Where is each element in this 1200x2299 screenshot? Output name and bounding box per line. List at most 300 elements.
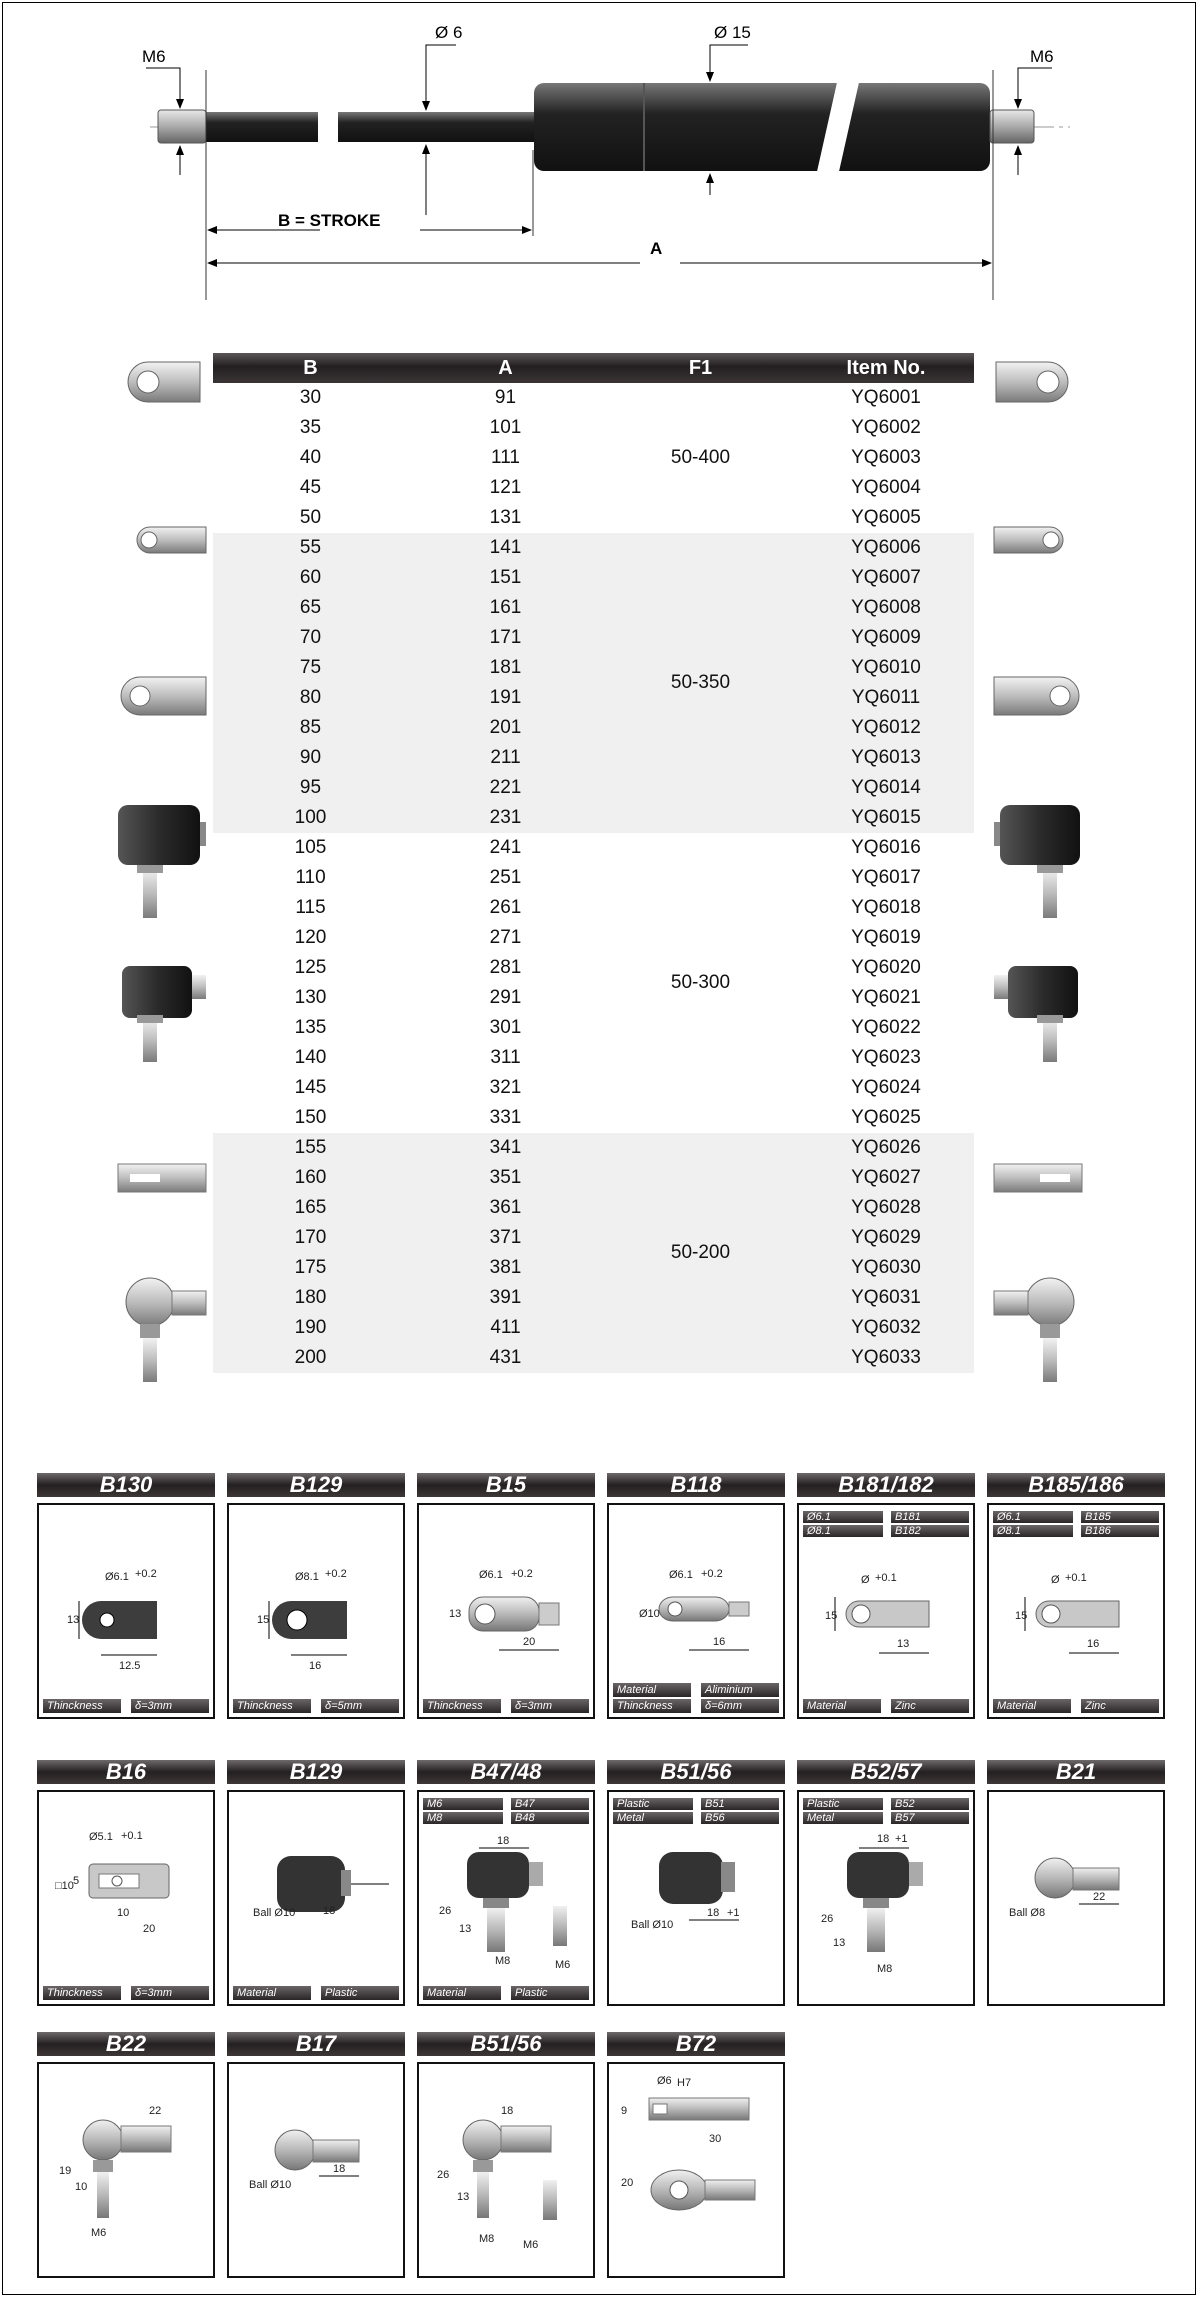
spec-chip: M8: [423, 1812, 503, 1824]
cell-f1: 50-400: [670, 447, 731, 468]
spec-chip: B52: [891, 1798, 969, 1810]
part-card: [227, 1760, 405, 2006]
cell-item-no: YQ6027: [798, 1163, 974, 1193]
left-fittings: [118, 362, 206, 1382]
cell-b: 130: [294, 987, 327, 1008]
table-row: [213, 383, 974, 413]
part-title: B118: [607, 1473, 785, 1497]
table-row: [213, 1043, 974, 1073]
spec-footer: Aliminium: [701, 1683, 779, 1697]
part-card: [37, 1760, 215, 2006]
spec-footer: Plastic: [511, 1986, 589, 2000]
cell-a: 151: [408, 563, 603, 593]
part-card: [37, 1473, 215, 1719]
table-row: [213, 503, 974, 533]
table-header-row: [213, 353, 974, 383]
table-row: [213, 533, 974, 563]
dimension-label: H7: [677, 2077, 692, 2089]
dimension-label: 15: [257, 1614, 270, 1626]
table-row: [213, 1253, 974, 1283]
part-drawing: [39, 1792, 213, 2004]
dimension-label: Ø10: [639, 1608, 660, 1620]
cell-b: 120: [294, 927, 327, 948]
cell-b: 90: [213, 743, 408, 773]
spec-chip: B186: [1081, 1525, 1159, 1537]
cell-item-no: YQ6011: [798, 683, 974, 713]
dimension-label: 15: [1015, 1610, 1028, 1622]
cell-b: 160: [213, 1163, 408, 1193]
cell-b: 60: [213, 563, 408, 593]
cell-b: 35: [299, 417, 322, 438]
cell-item-no: YQ6012: [798, 713, 974, 743]
part-title: B15: [417, 1473, 595, 1497]
cell-b: 165: [213, 1193, 408, 1223]
part-card: [797, 1760, 975, 2006]
table-row: [213, 773, 974, 803]
spec-footer: Material: [613, 1683, 691, 1697]
dimension-label: 22: [149, 2105, 162, 2117]
cell-a: 431: [408, 1343, 603, 1373]
cell-a: 111: [491, 447, 520, 468]
table-row: [213, 923, 974, 953]
dimension-label: Ball Ø10: [631, 1919, 674, 1931]
table-row: [213, 803, 974, 833]
part-drawing-box: [37, 2062, 215, 2278]
cell-item-no: YQ6003: [851, 447, 921, 468]
cell-b: 45: [299, 477, 322, 498]
right-fittings: [994, 362, 1082, 1382]
cell-b: 200: [213, 1343, 408, 1373]
header-b: B: [213, 353, 408, 383]
part-card: [797, 1473, 975, 1719]
part-drawing-box: [227, 2062, 405, 2278]
dimension-label: 26: [821, 1913, 834, 1925]
cell-a: 341: [408, 1133, 603, 1163]
part-drawing: [609, 2064, 783, 2276]
table-row: [213, 1283, 974, 1313]
dimension-label: +0.1: [875, 1572, 897, 1584]
spec-footer: Material: [423, 1986, 501, 2000]
part-drawing-box: [987, 1790, 1165, 2006]
cell-a: 191: [408, 683, 603, 713]
part-drawing: [419, 1505, 593, 1717]
part-drawing-box: [417, 2062, 595, 2278]
part-card: [227, 2032, 405, 2278]
cell-item-no: YQ6009: [798, 623, 974, 653]
cell-b: 115: [295, 897, 326, 918]
table-row: [213, 1343, 974, 1373]
cell-item-no: YQ6010: [798, 653, 974, 683]
part-title: B47/48: [417, 1760, 595, 1784]
part-title: B181/182: [797, 1473, 975, 1497]
part-drawing: [229, 2064, 403, 2276]
spec-footer: δ=3mm: [131, 1699, 209, 1713]
table-row: [213, 563, 974, 593]
spec-chip: Ø6.1: [803, 1511, 883, 1523]
dimension-label: 13: [833, 1937, 846, 1949]
part-drawing-box: [417, 1503, 595, 1719]
dimension-label: Ø: [1051, 1574, 1060, 1586]
cell-b: 30: [299, 387, 322, 408]
part-card: [987, 1760, 1165, 2006]
cell-a: 121: [489, 477, 522, 498]
cell-b: 175: [213, 1253, 408, 1283]
dimension-label: Ball Ø10: [249, 2179, 292, 2191]
rod-diameter-label: Ø 6: [435, 23, 463, 42]
cell-item-no: YQ6020: [851, 957, 921, 978]
spec-footer: Material: [993, 1699, 1071, 1713]
cell-b: 155: [213, 1133, 408, 1163]
part-drawing: [39, 2064, 213, 2276]
cell-a: 171: [408, 623, 603, 653]
part-title: B22: [37, 2032, 215, 2056]
body-diameter-label: Ø 15: [714, 23, 751, 42]
cell-a: 361: [408, 1193, 603, 1223]
dimension-label: Ø5.1: [89, 1831, 113, 1843]
part-card: [987, 1473, 1165, 1719]
dimension-label: 13: [67, 1614, 80, 1626]
spec-chip: Ø6.1: [993, 1511, 1073, 1523]
cell-a: 321: [489, 1077, 522, 1098]
dimension-label: 18: [501, 2105, 514, 2117]
spec-chip: B47: [511, 1798, 589, 1810]
part-title: B16: [37, 1760, 215, 1784]
dimension-label: +1: [727, 1907, 740, 1919]
part-drawing: [989, 1792, 1163, 2004]
dimension-label: 18: [323, 1905, 336, 1917]
dimension-label: 26: [439, 1905, 452, 1917]
dimension-label: +0.2: [701, 1568, 723, 1580]
cell-a: 241: [489, 837, 522, 858]
cell-item-no: YQ6021: [851, 987, 921, 1008]
spec-footer: Thinckness: [423, 1699, 501, 1713]
spec-chip: B185: [1081, 1511, 1159, 1523]
cell-item-no: YQ6030: [798, 1253, 974, 1283]
cell-b: 190: [213, 1313, 408, 1343]
dimension-label: 22: [1093, 1891, 1106, 1903]
spec-footer: Thinckness: [43, 1699, 121, 1713]
cell-item-no: YQ6013: [798, 743, 974, 773]
cell-a: 381: [408, 1253, 603, 1283]
part-card: [227, 1473, 405, 1719]
dimension-label: Ball Ø8: [1009, 1907, 1046, 1919]
spec-footer: Plastic: [321, 1986, 399, 2000]
dimension-label: +0.1: [121, 1830, 143, 1842]
dimension-label: 18: [707, 1907, 720, 1919]
cell-item-no: YQ6002: [851, 417, 921, 438]
cell-a: 221: [408, 773, 603, 803]
dimension-label: 16: [713, 1636, 726, 1648]
dimension-label: +0.2: [325, 1568, 347, 1580]
cell-a: 161: [408, 593, 603, 623]
table-row: [213, 593, 974, 623]
spec-chip: Metal: [613, 1812, 693, 1824]
table-row: [213, 1193, 974, 1223]
cell-a: 291: [489, 987, 522, 1008]
header-f1: F1: [603, 353, 798, 383]
dimension-label: +0.2: [511, 1568, 533, 1580]
cell-b: 170: [213, 1223, 408, 1253]
part-title: B129: [227, 1473, 405, 1497]
m6-left-label: M6: [142, 47, 166, 66]
table-body: [213, 383, 974, 1373]
spec-footer: Thinckness: [233, 1699, 311, 1713]
dimension-label: Ø8.1: [295, 1571, 319, 1583]
cell-item-no: YQ6028: [798, 1193, 974, 1223]
cell-b: 125: [294, 957, 327, 978]
table-row: [213, 863, 974, 893]
part-drawing-box: [797, 1503, 975, 1719]
dimension-label: 10: [75, 2181, 88, 2193]
part-drawing: [229, 1792, 403, 2004]
cell-b: 100: [213, 803, 408, 833]
cell-item-no: YQ6033: [798, 1343, 974, 1373]
cell-b: 150: [294, 1107, 327, 1128]
part-card: [417, 2032, 595, 2278]
dimension-label: M8: [495, 1955, 511, 1967]
dimension-label: +0.1: [1065, 1572, 1087, 1584]
cell-item-no: YQ6024: [851, 1077, 921, 1098]
dimension-label: Ø6: [657, 2075, 672, 2087]
spec-footer: Zinc: [891, 1699, 969, 1713]
cell-b: 75: [213, 653, 408, 683]
cell-item-no: YQ6022: [851, 1017, 921, 1038]
table-row: [213, 413, 974, 443]
dimension-label: +0.2: [135, 1568, 157, 1580]
spec-chip: B51: [701, 1798, 779, 1810]
part-card: [607, 1760, 785, 2006]
part-drawing-box: [37, 1790, 215, 2006]
cell-item-no: YQ6014: [798, 773, 974, 803]
part-drawing-box: [607, 2062, 785, 2278]
part-drawing: [229, 1505, 403, 1717]
part-drawing-box: [987, 1503, 1165, 1719]
cell-b: 85: [213, 713, 408, 743]
cell-item-no: YQ6019: [851, 927, 921, 948]
cell-b: 70: [213, 623, 408, 653]
dimension-label: 9: [621, 2105, 628, 2117]
table-row: [213, 623, 974, 653]
cell-item-no: YQ6007: [798, 563, 974, 593]
cell-a: 181: [408, 653, 603, 683]
part-title: B52/57: [797, 1760, 975, 1784]
table-row: [213, 953, 974, 983]
header-a: A: [408, 353, 603, 383]
spec-footer: Zinc: [1081, 1699, 1159, 1713]
part-drawing-box: [37, 1503, 215, 1719]
m6-right-label: M6: [1030, 47, 1054, 66]
cell-b: 50: [299, 507, 322, 528]
cell-b: 65: [213, 593, 408, 623]
spec-chip: B181: [891, 1511, 969, 1523]
cell-a: 351: [408, 1163, 603, 1193]
dimension-label: 20: [523, 1636, 536, 1648]
dimension-label: Ø: [861, 1574, 870, 1586]
cell-a: 371: [408, 1223, 603, 1253]
part-title: B130: [37, 1473, 215, 1497]
table-row: [213, 443, 974, 473]
part-title: B51/56: [417, 2032, 595, 2056]
table-row: [213, 1103, 974, 1133]
spec-footer: Material: [233, 1986, 311, 2000]
spec-chip: B56: [701, 1812, 779, 1824]
dimension-label: 5: [73, 1875, 80, 1887]
part-drawing-box: [607, 1503, 785, 1719]
table-row: [213, 833, 974, 863]
cell-b: 105: [294, 837, 327, 858]
part-card: [417, 1760, 595, 2006]
cell-item-no: YQ6016: [851, 837, 921, 858]
cell-a: 301: [489, 1017, 522, 1038]
part-drawing-box: [797, 1790, 975, 2006]
cell-b: 110: [295, 867, 326, 888]
part-title: B21: [987, 1760, 1165, 1784]
spec-footer: δ=6mm: [701, 1699, 779, 1713]
spec-table: [213, 353, 974, 1373]
dimension-label: +1: [895, 1833, 908, 1845]
dimension-label: 13: [449, 1608, 462, 1620]
cell-b: 95: [213, 773, 408, 803]
dimension-label: M6: [523, 2239, 539, 2251]
stroke-label: B = STROKE: [278, 211, 381, 230]
part-drawing-box: [417, 1790, 595, 2006]
cell-a: 411: [408, 1313, 603, 1343]
cell-item-no: YQ6001: [851, 387, 921, 408]
cell-b: 145: [294, 1077, 327, 1098]
dimension-label: 16: [309, 1660, 322, 1672]
table-row: [213, 653, 974, 683]
dimension-label: 13: [459, 1923, 472, 1935]
dimension-label: Ball Ø10: [253, 1907, 296, 1919]
cell-item-no: YQ6005: [851, 507, 921, 528]
cell-a: 211: [408, 743, 603, 773]
part-card: [607, 1473, 785, 1719]
dimension-label: 13: [897, 1638, 910, 1650]
header-item-no: Item No.: [798, 353, 974, 383]
cell-item-no: YQ6032: [798, 1313, 974, 1343]
part-title: B129: [227, 1760, 405, 1784]
part-title: B72: [607, 2032, 785, 2056]
cell-item-no: YQ6026: [798, 1133, 974, 1163]
dimension-label: M6: [555, 1959, 571, 1971]
dimension-label: 30: [709, 2133, 722, 2145]
table-row: [213, 1073, 974, 1103]
dimension-label: Ø6.1: [669, 1569, 693, 1581]
spec-footer: Thinckness: [43, 1986, 121, 2000]
spec-chip: Ø8.1: [993, 1525, 1073, 1537]
cell-item-no: YQ6018: [851, 897, 921, 918]
cell-a: 91: [494, 387, 517, 408]
dimension-label: 15: [825, 1610, 838, 1622]
cell-item-no: YQ6029: [798, 1223, 974, 1253]
part-drawing-box: [227, 1503, 405, 1719]
dimension-label: 12.5: [119, 1660, 141, 1672]
part-drawing: [419, 2064, 593, 2276]
dimension-label: M8: [479, 2233, 495, 2245]
length-a-label: A: [650, 239, 663, 258]
table-row: [213, 983, 974, 1013]
cell-a: 311: [490, 1047, 521, 1068]
dimension-label: 18: [877, 1833, 890, 1845]
table-row: [213, 1313, 974, 1343]
cell-b: 80: [213, 683, 408, 713]
cell-a: 231: [408, 803, 603, 833]
spec-chip: Plastic: [613, 1798, 693, 1810]
dimension-label: Ø6.1: [479, 1569, 503, 1581]
dimension-label: 16: [1087, 1638, 1100, 1650]
cell-b: 140: [294, 1047, 327, 1068]
part-card: [417, 1473, 595, 1719]
cell-a: 281: [489, 957, 522, 978]
cell-item-no: YQ6006: [798, 533, 974, 563]
dimension-label: 10: [117, 1907, 130, 1919]
part-title: B185/186: [987, 1473, 1165, 1497]
cell-item-no: YQ6031: [798, 1283, 974, 1313]
cell-item-no: YQ6017: [851, 867, 921, 888]
dimension-label: 20: [143, 1923, 156, 1935]
table-row: [213, 473, 974, 503]
table-row: [213, 1163, 974, 1193]
dimension-label: □10: [55, 1880, 74, 1892]
table-row: [213, 1223, 974, 1253]
table-row: [213, 893, 974, 923]
spec-footer: δ=3mm: [511, 1699, 589, 1713]
cell-a: 251: [489, 867, 522, 888]
dimension-label: 19: [59, 2165, 72, 2177]
dimension-label: 20: [621, 2177, 634, 2189]
dimension-label: Ø6.1: [105, 1571, 129, 1583]
spec-footer: Thinckness: [613, 1699, 691, 1713]
cell-b: 55: [213, 533, 408, 563]
cell-f1: 50-200: [603, 1133, 798, 1373]
cell-f1: 50-300: [670, 972, 731, 993]
cell-a: 261: [489, 897, 522, 918]
spec-chip: Ø8.1: [803, 1525, 883, 1537]
spec-chip: B48: [511, 1812, 589, 1824]
table-row: [213, 1133, 974, 1163]
spec-footer: δ=3mm: [131, 1986, 209, 2000]
part-drawing-box: [607, 1790, 785, 2006]
cell-b: 135: [294, 1017, 327, 1038]
table-row: [213, 683, 974, 713]
cell-a: 141: [408, 533, 603, 563]
dimension-label: 18: [333, 2163, 346, 2175]
cell-a: 131: [489, 507, 522, 528]
cell-item-no: YQ6025: [851, 1107, 921, 1128]
cell-b: 40: [299, 447, 322, 468]
part-title: B17: [227, 2032, 405, 2056]
cell-a: 391: [408, 1283, 603, 1313]
dimension-label: 13: [457, 2191, 470, 2203]
spec-chip: B182: [891, 1525, 969, 1537]
cell-a: 201: [408, 713, 603, 743]
spec-chip: M6: [423, 1798, 503, 1810]
part-card: [607, 2032, 785, 2278]
part-drawing-box: [227, 1790, 405, 2006]
table-row: [213, 713, 974, 743]
cell-item-no: YQ6004: [851, 477, 921, 498]
cell-b: 180: [213, 1283, 408, 1313]
dimension-label: M6: [91, 2227, 107, 2239]
cell-item-no: YQ6015: [798, 803, 974, 833]
cell-f1: 50-350: [603, 533, 798, 833]
cell-a: 271: [489, 927, 522, 948]
cell-item-no: YQ6023: [851, 1047, 921, 1068]
spec-footer: δ=5mm: [321, 1699, 399, 1713]
cell-item-no: YQ6008: [798, 593, 974, 623]
cell-a: 101: [489, 417, 522, 438]
part-card: [37, 2032, 215, 2278]
